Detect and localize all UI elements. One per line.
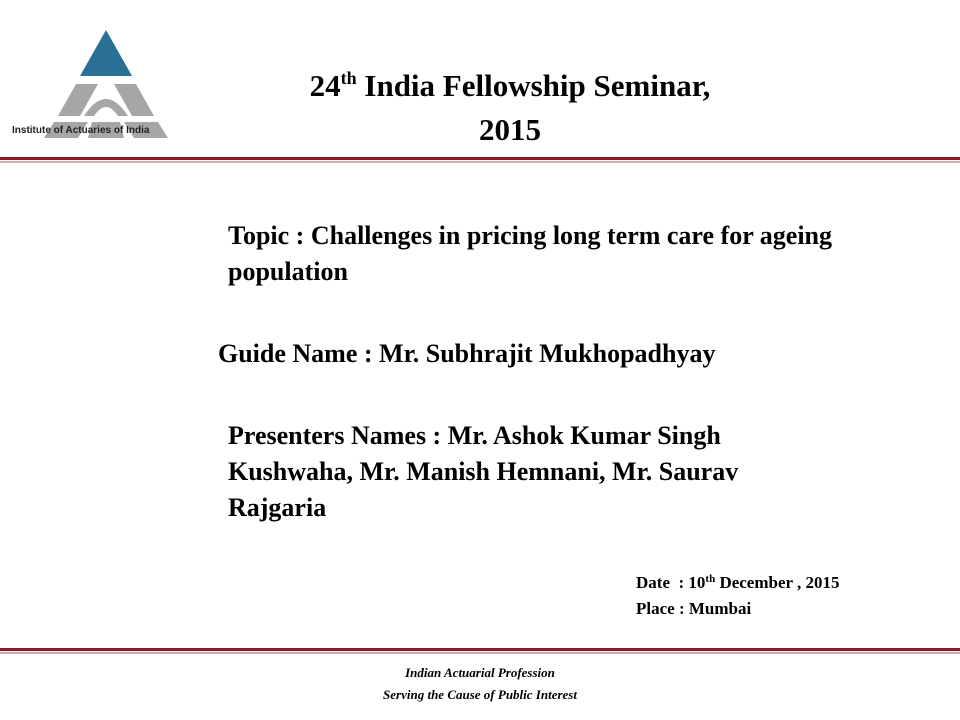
title-suffix: th	[340, 68, 357, 88]
date-day: 10	[688, 573, 706, 592]
date-label: Date	[636, 573, 670, 592]
guide-label: Guide Name :	[218, 339, 373, 368]
event-details	[636, 570, 840, 622]
footer-line1: Indian Actuarial Profession	[405, 665, 555, 680]
topic-text: Challenges in pricing long term care for ageing population	[228, 221, 832, 286]
title-year: 2015	[479, 112, 541, 147]
title-line1: India Fellowship Seminar,	[364, 68, 711, 103]
logo-center-arch	[84, 99, 128, 116]
presenters-block	[228, 418, 808, 526]
top-divider	[0, 157, 960, 160]
bottom-divider-shadow	[0, 652, 960, 654]
guide-name: Mr. Subhrajit Mukhopadhyay	[379, 339, 716, 368]
date-line: Date : 10th December , 2015	[636, 573, 840, 592]
top-divider-shadow	[0, 161, 960, 163]
place-line: Place : Mumbai	[636, 599, 752, 618]
footer-line2: Serving the Cause of Public Interest	[383, 687, 577, 702]
topic-block	[228, 218, 848, 290]
logo-caption: Institute of Actuaries of India	[12, 125, 150, 136]
place-value: Mumbai	[688, 599, 752, 618]
footer	[280, 662, 680, 706]
title-number: 24	[309, 68, 341, 103]
seminar-title	[200, 64, 820, 152]
topic-label: Topic :	[228, 221, 305, 250]
date-suffix: th	[705, 573, 716, 585]
guide-block	[218, 336, 878, 372]
logo-blue-triangle	[80, 30, 132, 76]
presenters-names: Mr. Ashok Kumar Singh Kushwaha, Mr. Manish Hemnani, Mr. Saurav Rajgaria	[228, 421, 739, 522]
institute-logo	[28, 24, 184, 162]
bottom-divider	[0, 648, 960, 651]
date-rest: December , 2015	[719, 573, 840, 592]
presenters-label: Presenters Names :	[228, 421, 442, 450]
place-label: Place	[636, 599, 675, 618]
